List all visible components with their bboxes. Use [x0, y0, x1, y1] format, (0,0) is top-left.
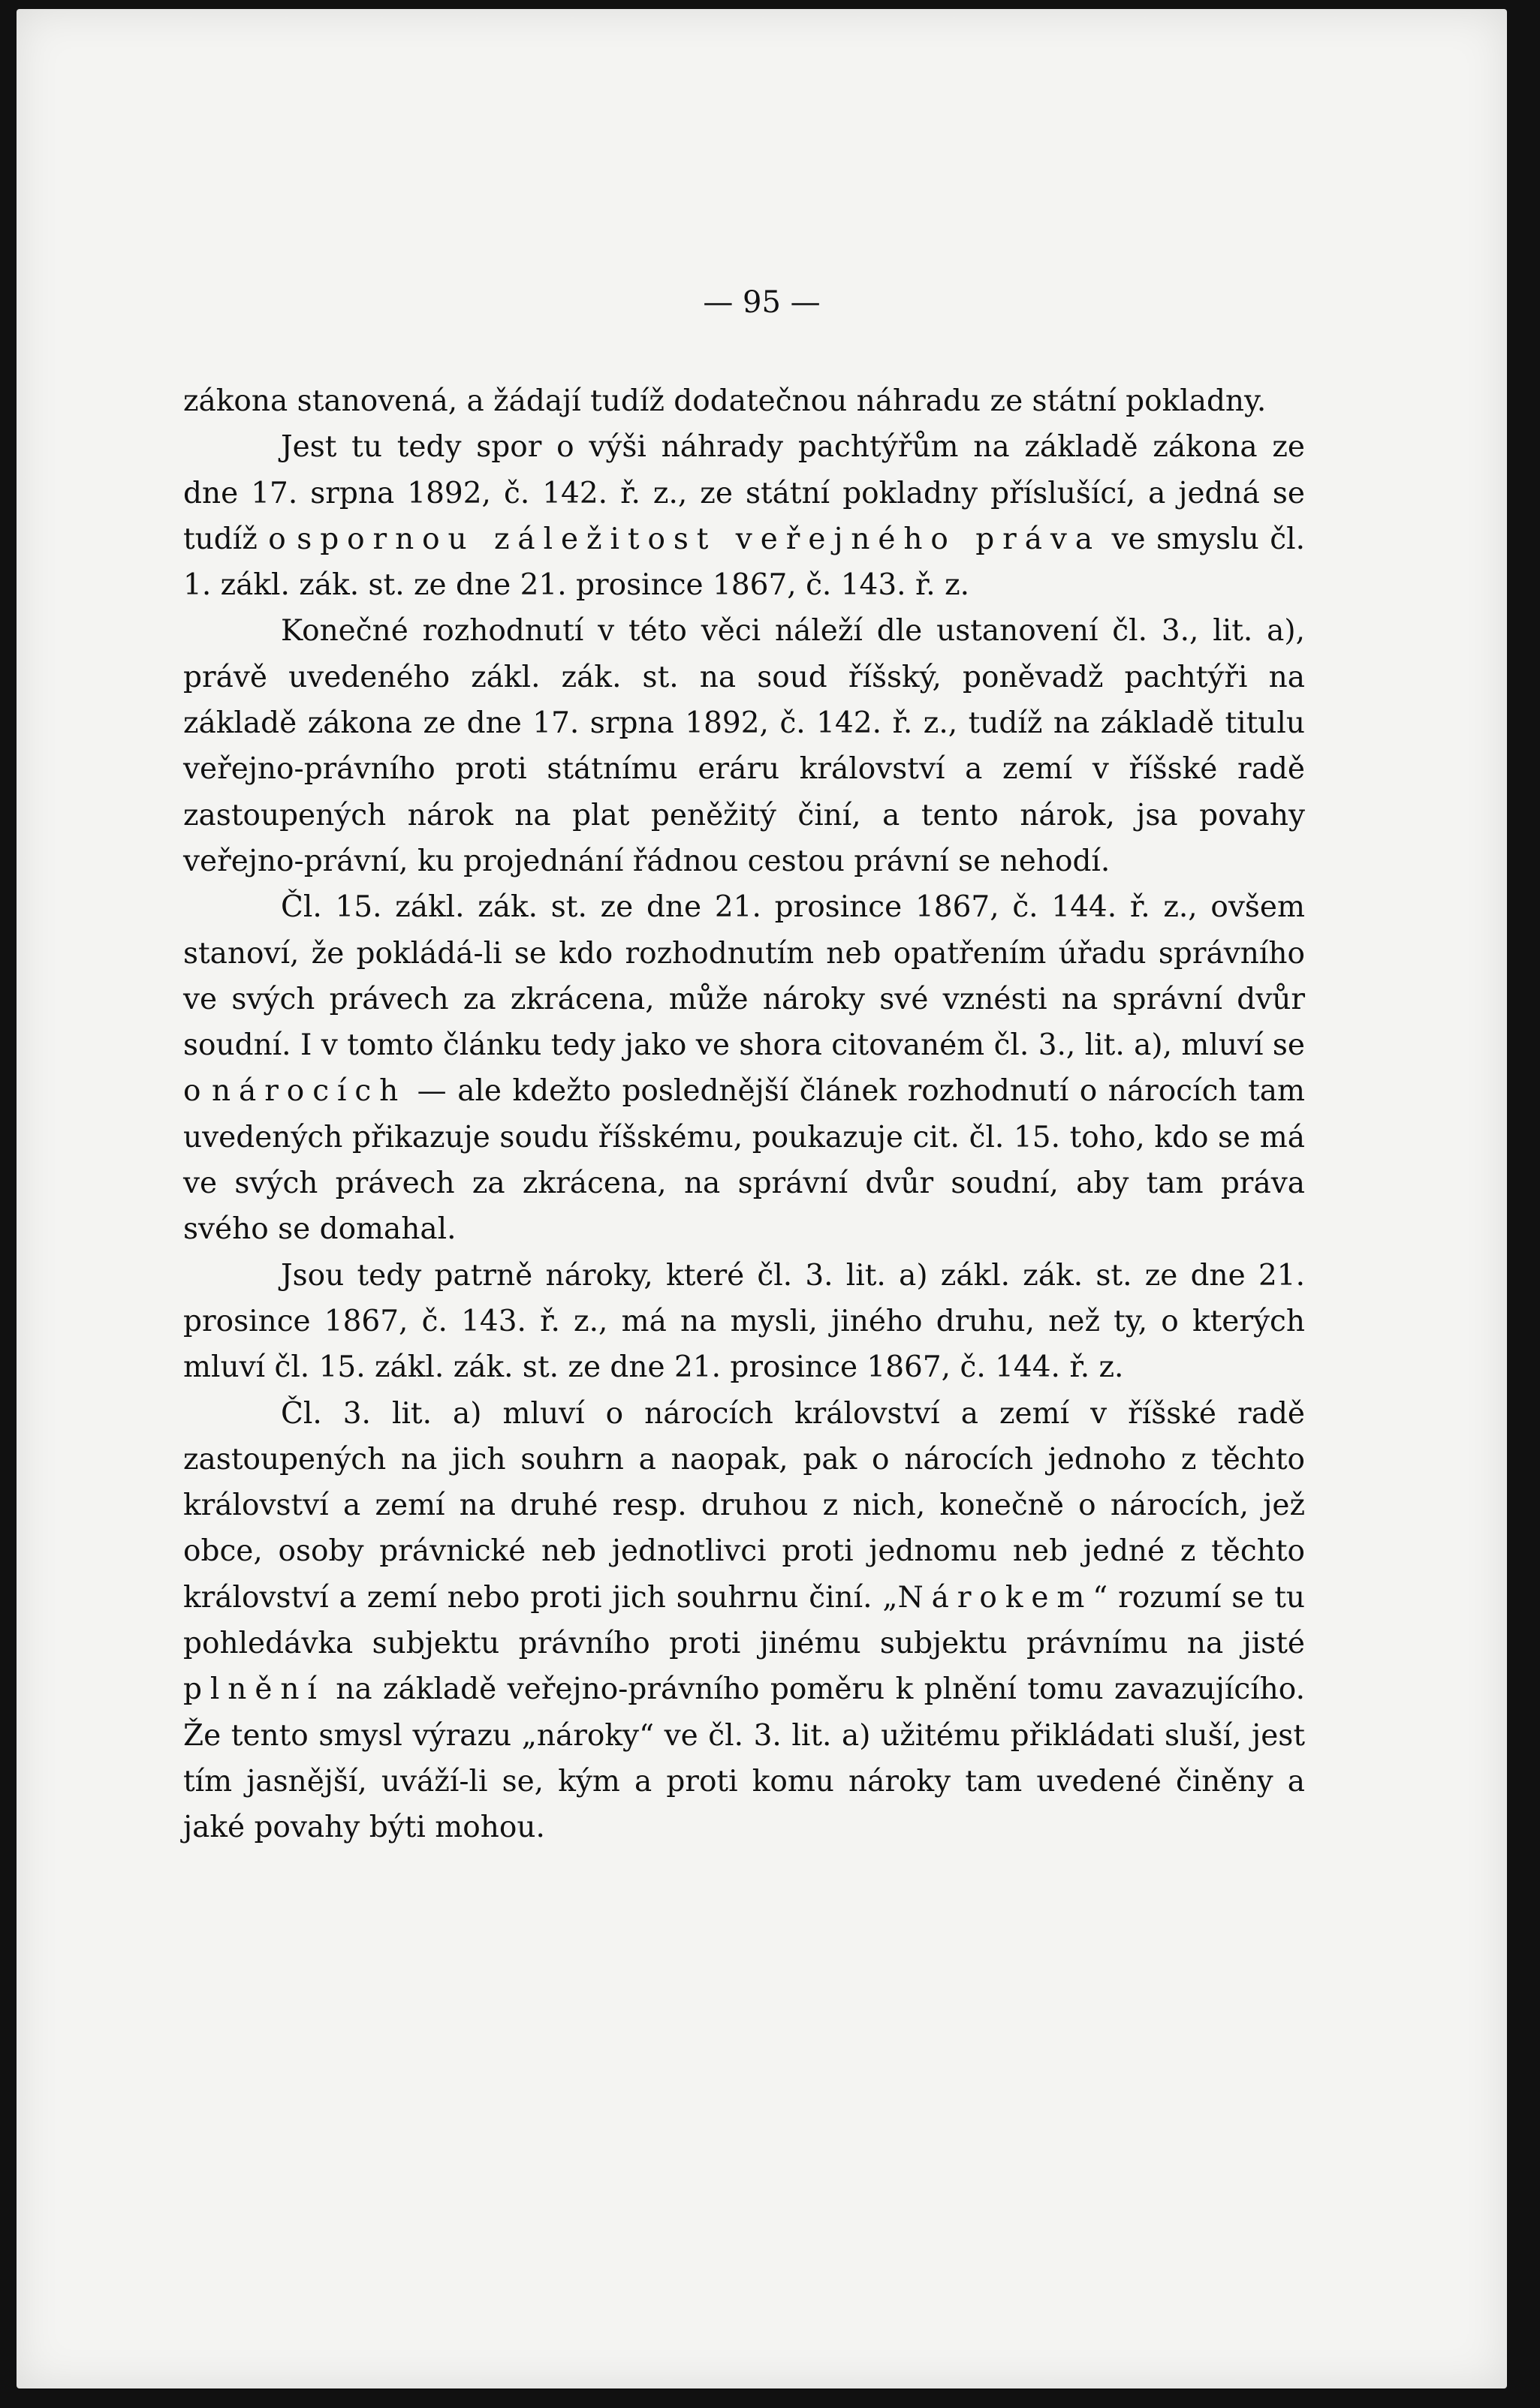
- spaced-emphasis-text: plnění: [183, 1672, 325, 1707]
- spaced-emphasis-text: Nárokem: [897, 1580, 1093, 1615]
- spaced-emphasis-text: nárocích: [212, 1074, 407, 1109]
- book-page: [17, 9, 1507, 2388]
- text-run: — ale kdežto poslednější článek rozhodnutí o nárocích tam uvedených přikazuje soudu říšskému, poukazuje cit. čl. 15. toho, kdo se má ve svých právech za zkrácena, na správní dvůr soudní, aby tam práva svého se domahal.: [183, 1074, 1305, 1247]
- text-run: ve smyslu čl. 1. zákl. zák. st. ze dne 21. prosince 1867, č. 143. ř. z.: [183, 522, 1305, 603]
- body-text: [183, 378, 1305, 1851]
- text-run: na základě veřejno-právního poměru k plnění tomu zavazujícího. Že tento smysl výrazu „nároky“ ve čl. 3. lit. a) užitému přikládati sluší, jest tím jasnější, uváží-li se, kým a proti komu nároky tam uvedené činěny a jaké povahy býti mohou.: [183, 1672, 1305, 1845]
- paragraph: [183, 1253, 1305, 1391]
- paragraph: [183, 884, 1305, 1252]
- page-number: — 95 —: [703, 285, 821, 320]
- text-run: zákona stanovená, a žádají tudíž dodatečnou náhradu ze státní pokladny.: [183, 384, 1267, 418]
- paragraph: [183, 424, 1305, 608]
- paragraph: [183, 608, 1305, 884]
- text-run: Čl. 15. zákl. zák. st. ze dne 21. prosince 1867, č. 144. ř. z., ovšem stanoví, že pokládá-li se kdo rozhodnutím neb opatřením úřadu správního ve svých právech za zkrácena, může nároky své vznésti na správní dvůr soudní. I v tomto článku tedy jako ve shora citovaném čl. 3., lit. a), mluví se o: [183, 890, 1305, 1109]
- paragraph: [183, 378, 1305, 424]
- text-run: Jest tu tedy spor o výši náhrady pachtýřům na základě zákona ze dne 17. srpna 1892, č. 142. ř. z., ze státní pokladny příslušící, a jedná se tudíž o: [183, 430, 1305, 556]
- text-run: Jsou tedy patrně nároky, které čl. 3. lit. a) zákl. zák. st. ze dne 21. prosince 1867, č. 143. ř. z., má na mysli, jiného druhu, než ty, o kterých mluví čl. 15. zákl. zák. st. ze dne 21. prosince 1867, č. 144. ř. z.: [183, 1258, 1305, 1385]
- paragraph: [183, 1391, 1305, 1851]
- spaced-emphasis-text: spornou záležitost veřejného práva: [297, 522, 1101, 556]
- text-run: Čl. 3. lit. a) mluví o nárocích království a zemí v říšské radě zastoupených na jich souhrn a naopak, pak o nárocích jednoho z těchto království a zemí na druhé resp. druhou z nich, konečně o nárocích, jež obce, osoby právnické neb jednotlivci proti jednomu neb jedné z těchto království a zemí nebo proti jich souhrnu činí. „: [183, 1396, 1305, 1615]
- text-run: “ rozumí se tu pohledávka subjektu právního proti jinému subjektu právnímu na jisté: [183, 1580, 1305, 1661]
- text-run: Konečné rozhodnutí v této věci náleží dle ustanovení čl. 3., lit. a), právě uvedeného zákl. zák. st. na soud říšský, poněvadž pachtýři na základě zákona ze dne 17. srpna 1892, č. 142. ř. z., tudíž na základě titulu veřejno-právního proti státnímu eráru království a zemí v říšské radě zastoupených nárok na plat peněžitý činí, a tento nárok, jsa povahy veřejno-právní, ku projednání řádnou cestou právní se nehodí.: [183, 614, 1305, 878]
